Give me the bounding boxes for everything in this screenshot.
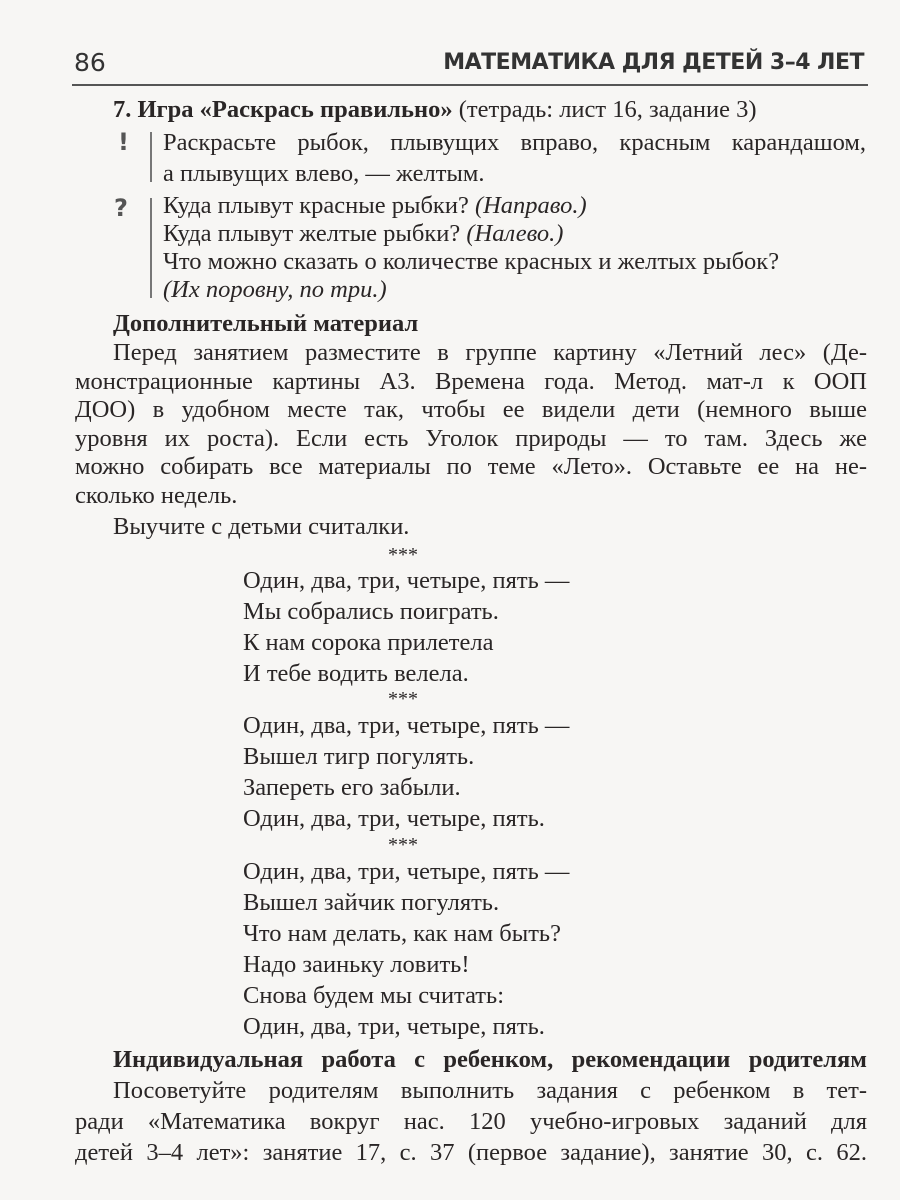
poem-3 bbox=[243, 856, 569, 1042]
answer-text: (Налево.) bbox=[466, 220, 564, 247]
instruction-line: а плывущих влево, — желтым. bbox=[163, 160, 485, 187]
paragraph-line: монстрационные картины А3. Времена года. Метод. мат-л к ООП bbox=[75, 367, 867, 395]
question-text: Что можно сказать о количестве красных и желтых рыбок? bbox=[163, 248, 780, 275]
poem-line: Вышел тигр погулять. bbox=[243, 743, 475, 770]
running-header: МАТЕМАТИКА ДЛЯ ДЕТЕЙ 3–4 ЛЕТ bbox=[443, 50, 864, 75]
paragraph-line: Посоветуйте родителям выполнить задания с ребенком в тет- bbox=[113, 1077, 867, 1104]
poem-line: Что нам делать, как нам быть? bbox=[243, 920, 561, 947]
individual-paragraph bbox=[75, 1075, 867, 1168]
paragraph-line: ДОО) в удобном месте так, чтобы ее видели дети (немного выше bbox=[75, 396, 867, 423]
question-text: Куда плывут красные рыбки? bbox=[163, 192, 475, 219]
task-title bbox=[113, 94, 757, 125]
question-line bbox=[163, 192, 779, 220]
poem-line: Один, два, три, четыре, пять — bbox=[243, 858, 570, 885]
paragraph-line: детей 3–4 лет»: занятие 17, с. 37 (первое задание), занятие 30, с. 62. bbox=[75, 1139, 867, 1166]
individual-heading: Индивидуальная работа с ребенком, рекомендации родителям bbox=[113, 1046, 867, 1073]
poem-line: Вышел зайчик погулять. bbox=[243, 889, 500, 916]
extra-heading: Дополнительный материал bbox=[113, 310, 419, 337]
page-number: 86 bbox=[74, 48, 106, 77]
poem-2 bbox=[243, 710, 569, 834]
poem-line: Надо заиньку ловить! bbox=[243, 951, 470, 978]
poem-line: Один, два, три, четыре, пять — bbox=[243, 712, 570, 739]
task-title-bold: 7. Игра «Раскрась правильно» bbox=[113, 96, 453, 123]
poem-line: И тебе водить велела. bbox=[243, 660, 469, 687]
question-line bbox=[163, 220, 779, 248]
instruction-bar bbox=[150, 132, 152, 182]
poem-line: Один, два, три, четыре, пять. bbox=[243, 1013, 545, 1040]
poem-separator: *** bbox=[388, 834, 418, 856]
poem-line: К нам сорока прилетела bbox=[243, 629, 494, 656]
question-text: Куда плывут желтые рыбки? bbox=[163, 220, 467, 247]
task-title-ref: (тетрадь: лист 16, задание 3) bbox=[452, 96, 757, 123]
poem-line: Снова будем мы считать: bbox=[243, 982, 504, 1009]
poem-line: Мы собрались поиграть. bbox=[243, 598, 499, 625]
question-line bbox=[163, 248, 779, 276]
paragraph-line: Перед занятием разместите в группе картину «Летний лес» (Де- bbox=[113, 339, 867, 366]
poem-line: Запереть его забыли. bbox=[243, 774, 461, 801]
paragraph-line: можно собирать все материалы по теме «Лето». Оставьте ее на не- bbox=[75, 453, 867, 480]
paragraph-line: сколько недель. bbox=[75, 481, 238, 509]
poem-separator: *** bbox=[388, 688, 418, 710]
poem-line: Один, два, три, четыре, пять — bbox=[243, 567, 570, 594]
question-bar bbox=[150, 198, 152, 298]
poem-line: Один, два, три, четыре, пять. bbox=[243, 805, 545, 832]
answer-text: (Их поровну, по три.) bbox=[163, 276, 387, 303]
questions-block bbox=[163, 192, 779, 304]
question-icon: ? bbox=[114, 194, 128, 222]
instruction-block bbox=[163, 127, 866, 189]
exclamation-icon: ! bbox=[118, 128, 129, 156]
poem-1 bbox=[243, 565, 569, 689]
instruction-line: Раскрасьте рыбок, плывущих вправо, красным карандашом, bbox=[163, 129, 866, 156]
answer-text: (Направо.) bbox=[474, 192, 587, 219]
paragraph-line: уровня их роста). Если есть Уголок природы — то там. Здесь же bbox=[75, 424, 867, 452]
extra-paragraph bbox=[75, 339, 867, 510]
header-rule bbox=[72, 84, 868, 86]
poem-separator: *** bbox=[388, 544, 418, 566]
paragraph-line: ради «Математика вокруг нас. 120 учебно-игровых заданий для bbox=[75, 1108, 867, 1135]
extra-intro: Выучите с детьми считалки. bbox=[113, 513, 410, 540]
question-line bbox=[163, 276, 779, 304]
